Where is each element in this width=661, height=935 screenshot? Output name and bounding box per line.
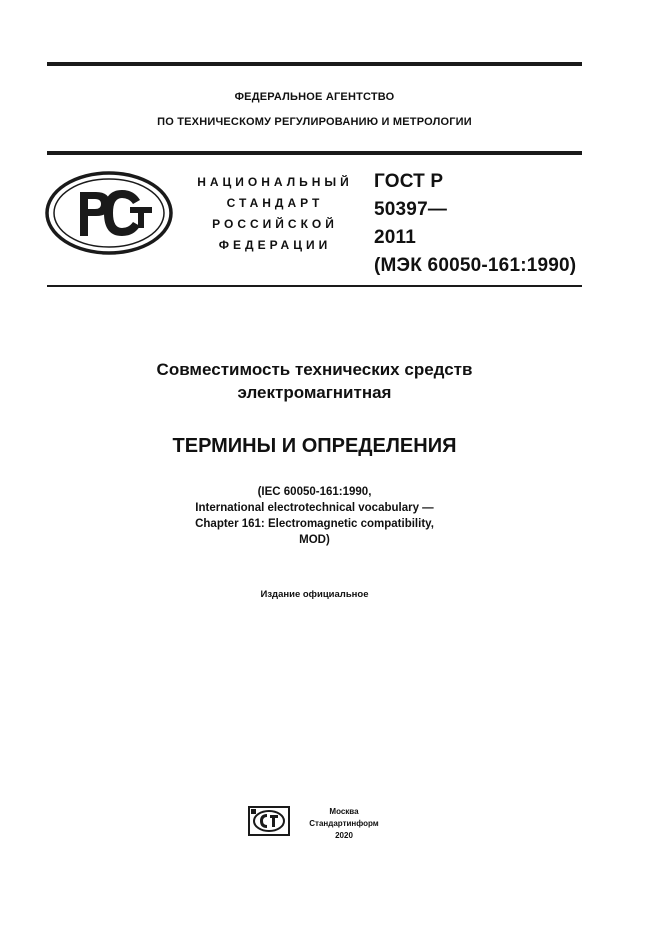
standard-type-line-1: НАЦИОНАЛЬНЫЙ	[197, 175, 353, 189]
standard-rule	[47, 285, 582, 287]
publisher-city: Москва	[329, 807, 359, 816]
iec-reference	[47, 484, 582, 548]
gost-number	[374, 168, 576, 280]
gost-number-line-1: ГОСТ Р	[374, 171, 444, 192]
standard-type-line-3: РОССИЙСКОЙ	[212, 217, 338, 231]
gost-number-line-4: (МЭК 60050-161:1990)	[374, 255, 577, 276]
publisher-info	[306, 806, 382, 842]
gost-number-line-3: 2011	[374, 227, 417, 248]
iec-reference-line-3: Chapter 161: Electromagnetic compatibility,	[195, 518, 434, 530]
publisher-year: 2020	[335, 831, 353, 840]
document-subtitle: ТЕРМИНЫ И ОПРЕДЕЛЕНИЯ	[172, 435, 457, 457]
gost-number-line-2: 50397—	[374, 199, 448, 220]
document-title-line-1: Совместимость технических средств	[156, 360, 473, 379]
iec-reference-line-4: MOD)	[299, 534, 330, 546]
agency-line-1: ФЕДЕРАЛЬНОЕ АГЕНТСТВО	[234, 91, 395, 103]
iec-reference-line-2: International electrotechnical vocabulary —	[195, 502, 434, 514]
top-rule	[47, 62, 582, 66]
document-title-line-2: электромагнитная	[237, 383, 392, 402]
gost-r-certification-logo-icon	[44, 170, 174, 261]
iec-reference-line-1: (IEC 60050-161:1990,	[257, 486, 372, 498]
standartinform-logo-icon	[248, 806, 290, 841]
standard-type-line-4: ФЕДЕРАЦИИ	[218, 238, 332, 252]
standard-type-line-2: СТАНДАРТ	[226, 196, 324, 210]
edition-label: Издание официальное	[260, 589, 369, 600]
publisher-name: Стандартинформ	[309, 819, 379, 828]
header-rule	[47, 151, 582, 155]
agency-line-2: ПО ТЕХНИЧЕСКОМУ РЕГУЛИРОВАНИЮ И МЕТРОЛОГИИ	[157, 116, 472, 128]
national-standard-label	[185, 172, 365, 256]
